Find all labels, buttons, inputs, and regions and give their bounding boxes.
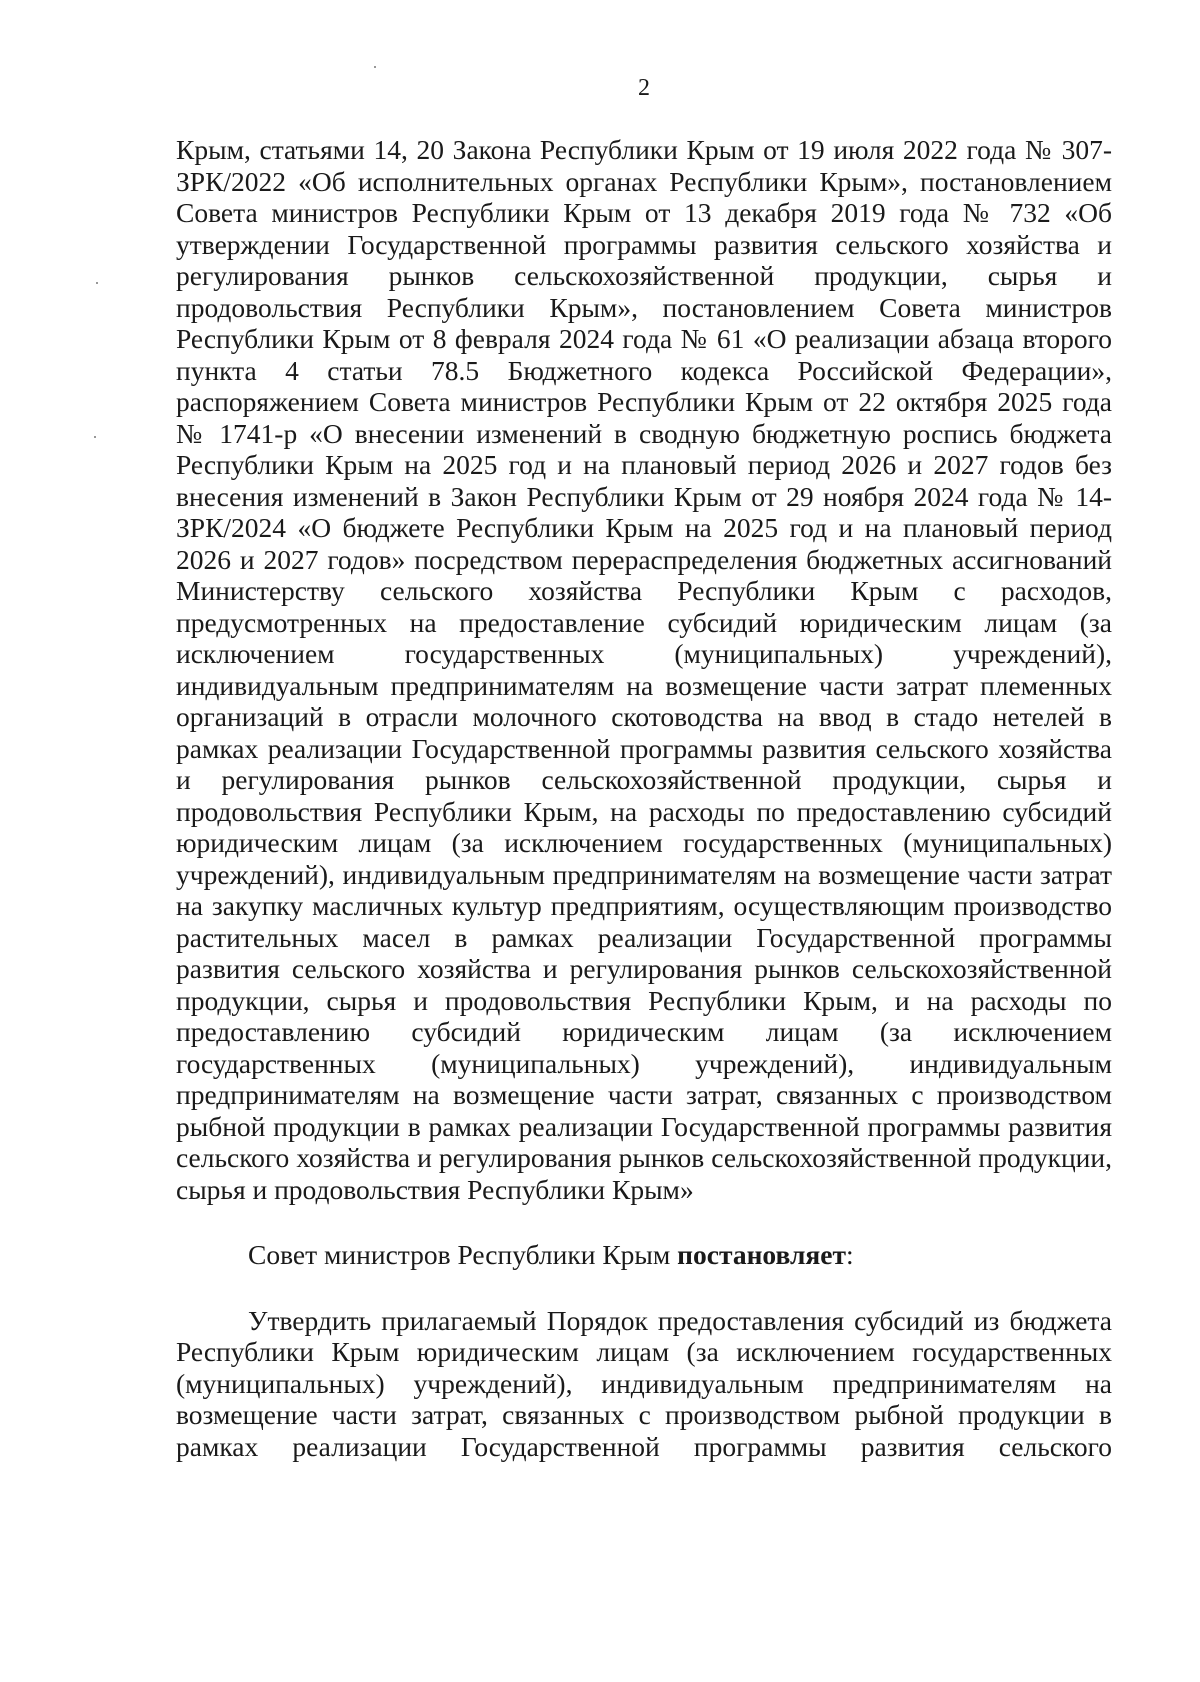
paragraph-approve: Утвердить прилагаемый Порядок предоставления субсидий из бюджета Республики Крым юридическим лицам (за исключением государственных (муниципальных) учреждений), индивидуальным предпринимателям на возмещение части затрат, связанных с производством рыбной продукции в рамках реализации Государственной программы развития сельского [176,1304,1112,1462]
scan-speck [96,282,98,284]
scan-speck [94,436,96,438]
document-body [176,134,1112,1462]
resolves-keyword: постановляет [677,1239,846,1270]
paragraph-legal-basis: Крым, статьями 14, 20 Закона Республики Крым от 19 июля 2022 года № 307-ЗРК/2022 «Об исполнительных органах Республики Крым», постановлением Совета министров Республики Крым от 13 декабря 2019 года № 732 «Об утверждении Государственной программы развития сельского хозяйства и регулирования рынков сельскохозяйственной продукции, сырья и продовольствия Республики Крым», постановлением Совета министров Республики Крым от 8 февраля 2024 года № 61 «О реализации абзаца второго пункта 4 статьи 78.5 Бюджетного кодекса Российской Федерации», распоряжением Совета министров Республики Крым от 22 октября 2025 года № 1741-р «О внесении изменений в сводную бюджетную роспись бюджета Республики Крым на 2025 год и на плановый период 2026 и 2027 годов без внесения изменений в Закон Республики Крым от 29 ноября 2024 года № 14-ЗРК/2024 «О бюджете Республики Крым на 2025 год и на плановый период 2026 и 2027 годов» посредством перераспределения бюджетных ассигнований Министерству сельского хозяйства Республики Крым с расходов, предусмотренных на предоставление субсидий юридическим лицам (за исключением государственных (муниципальных) учреждений), индивидуальным предпринимателям на возмещение части затрат племенных организаций в отрасли молочного скотоводства на ввод в стадо нетелей в рамках реализации Государственной программы развития сельского хозяйства и регулирования рынков сельскохозяйственной продукции, сырья и продовольствия Республики Крым, на расходы по предоставлению субсидий юридическим лицам (за исключением государственных (муниципальных) учреждений), индивидуальным предпринимателям на возмещение части затрат на закупку масличных культур предприятиям, осуществляющим производство растительных масел в рамках реализации Государственной программы развития сельского хозяйства и регулирования рынков сельскохозяйственной продукции, сырья и продовольствия Республики Крым, и на расходы по предоставлению субсидий юридическим лицам (за исключением государственных (муниципальных) учреждений), индивидуальным предпринимателям на возмещение части затрат, связанных с производством рыбной продукции в рамках реализации Государственной программы развития сельского хозяйства и регулирования рынков сельскохозяйственной продукции, сырья и продовольствия Республики Крым» [176,134,1112,1205]
paragraph-resolves [176,1239,1112,1271]
resolves-prefix: Совет министров Республики Крым [248,1239,678,1270]
resolves-suffix: : [846,1239,854,1270]
scan-speck [374,66,376,68]
page-number: 2 [638,75,650,101]
